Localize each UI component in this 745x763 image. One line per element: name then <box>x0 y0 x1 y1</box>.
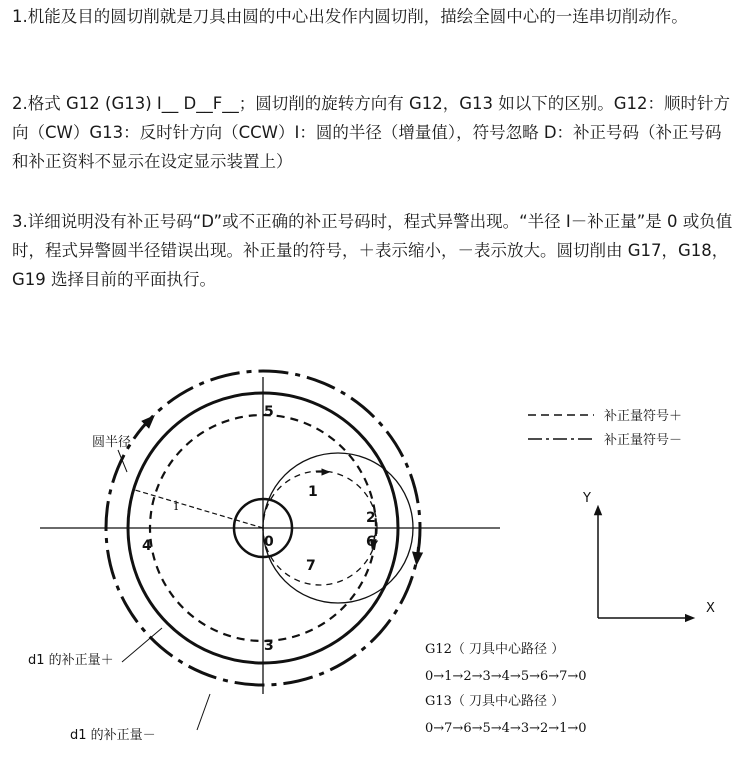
point-label-5: 5 <box>264 404 274 420</box>
radius-i-line <box>135 490 263 528</box>
point-label-3: 3 <box>264 638 274 654</box>
paragraph-format: 2.格式 G12 (G13) I__ D__F__；圆切削的旋转方向有 G12，G13 如以下的区别。G12：顺时针方向（CW）G13：反时针方向（CCW）I：圆的半径（增量值），符号忽略 D：补正号码（补正号码和补正资料不显示在设定显示装置上） <box>12 94 731 171</box>
point-label-0: 0 <box>264 534 274 550</box>
legend-dashdot-label: 补正量符号－ <box>604 433 683 448</box>
g13-title: G13（ 刀具中心路径 ） <box>425 694 565 709</box>
g12-title: G12（ 刀具中心路径 ） <box>425 642 565 657</box>
point-label-1: 1 <box>308 484 318 500</box>
circle-radius-label: 圆半径 <box>92 435 132 450</box>
leader-d1-minus <box>197 694 210 730</box>
point-label-2: 2 <box>366 510 376 526</box>
circle-cutting-diagram <box>0 322 745 763</box>
g12-path: 0→1→2→3→4→5→6→7→0 <box>425 669 587 684</box>
arrow-outer-right <box>417 547 418 559</box>
axis-y-label: Y <box>583 491 591 506</box>
paragraph-details: 3.详细说明没有补正号码“D”或不正确的补正号码时，程式异警出现。“半径 I－补正量”是 0 或负值时，程式异警圆半径错误出现。补正量的符号，＋表示缩小，－表示放大。圆切削由 G17，G18，G19 选择目前的平面执行。 <box>12 212 733 289</box>
axis-x-label: X <box>706 601 715 616</box>
paragraph-function: 1.机能及目的圆切削就是刀具由圆的中心出发作内圆切削，描绘全圆中心的一连串切削动作。 <box>12 7 688 26</box>
radius-i-label: i <box>174 499 179 514</box>
legend-dashed-label: 补正量符号＋ <box>604 409 683 424</box>
point-label-4: 4 <box>142 538 152 554</box>
leader-d1-plus <box>122 628 162 662</box>
d1-plus-label: d1 的补正量＋ <box>28 653 114 668</box>
point-label-7: 7 <box>306 558 316 574</box>
leader-radius <box>118 450 127 472</box>
point-label-6: 6 <box>366 534 376 550</box>
d1-minus-label: d1 的补正量－ <box>70 728 156 743</box>
g13-path: 0→7→6→5→4→3→2→1→0 <box>425 721 587 736</box>
